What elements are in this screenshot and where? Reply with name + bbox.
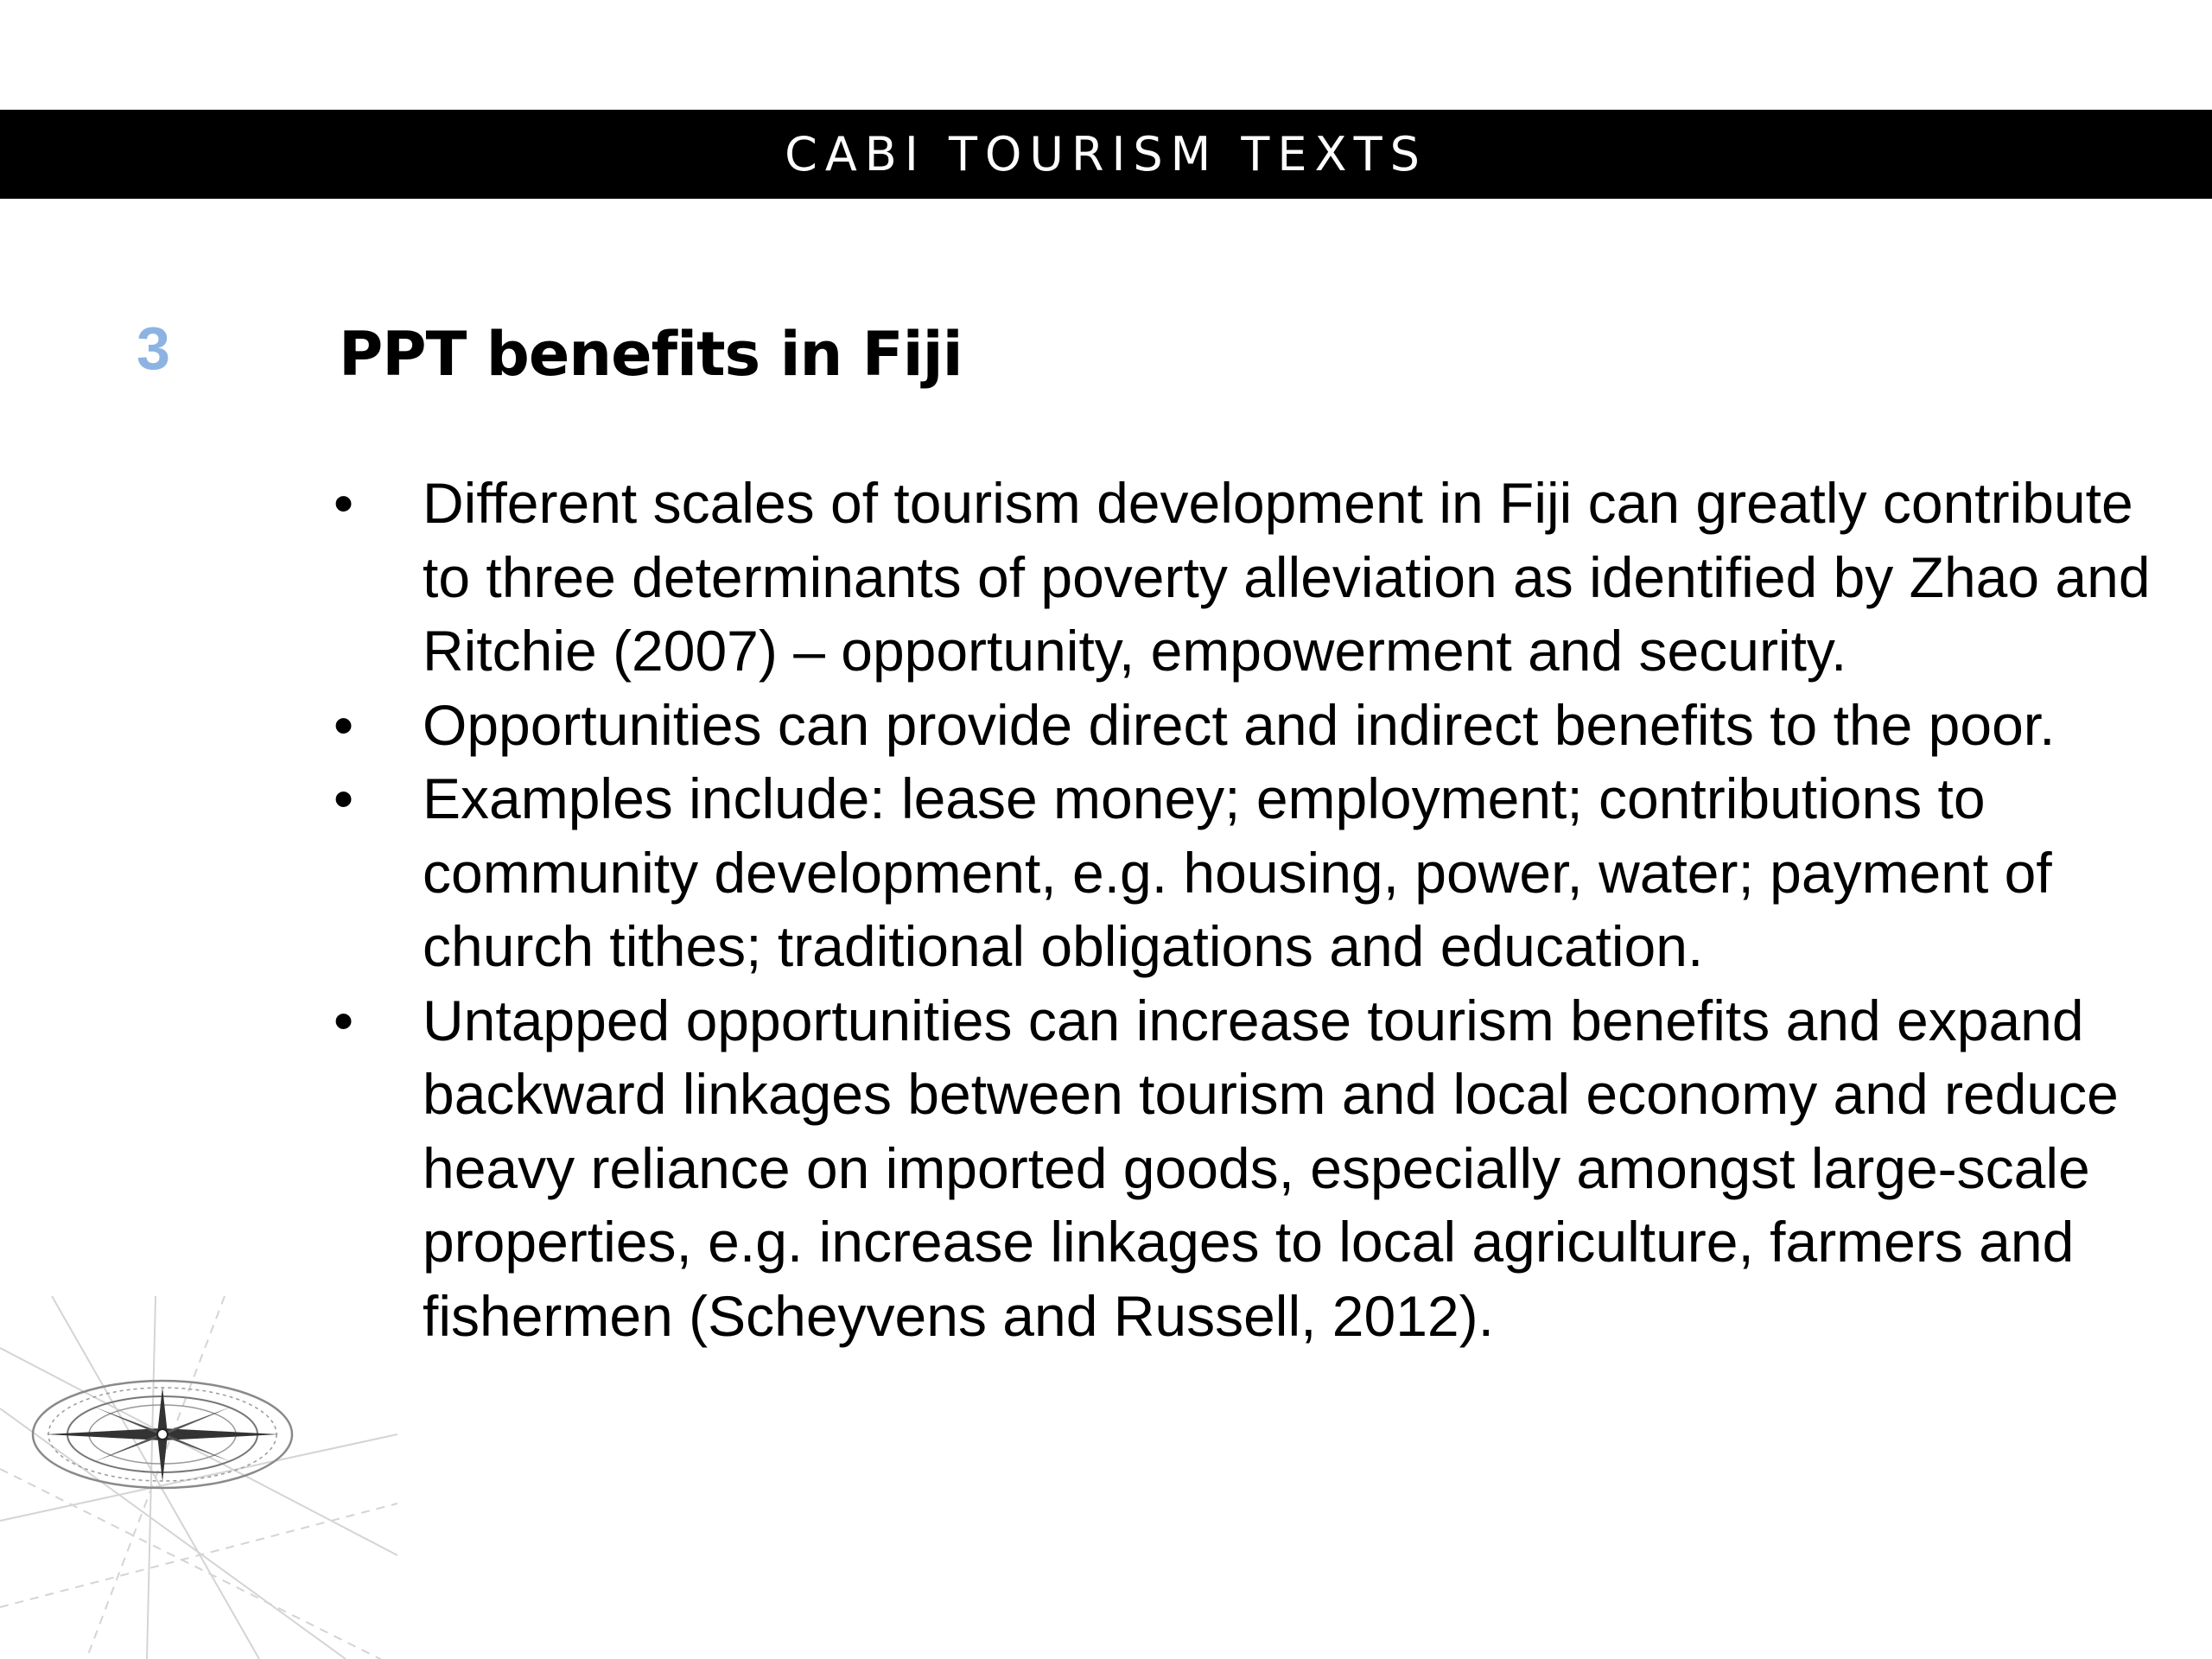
bullet-dot: •	[334, 692, 354, 757]
compass-rose-icon	[0, 1296, 397, 1659]
bullet-item	[334, 984, 2165, 1354]
bullet-item	[334, 689, 2165, 763]
bullet-text: Different scales of tourism development in Fiji can greatly contribute to three determinants of poverty alleviation as identified by Zhao and Ritchie (2007) – opportunity, empowerment and security.	[423, 471, 2151, 683]
bullet-list	[334, 467, 2165, 1353]
slide-number: 3	[137, 315, 170, 382]
header-band	[0, 110, 2212, 199]
bullet-text: Examples include: lease money; employment; contributions to community development, e.g. housing, power, water; payment of church tithes; traditional obligations and education.	[423, 766, 2052, 978]
bullet-item	[334, 762, 2165, 984]
bullet-dot: •	[334, 988, 354, 1052]
bullet-item	[334, 467, 2165, 689]
bullet-text: Opportunities can provide direct and indirect benefits to the poor.	[423, 692, 2056, 757]
bullet-dot: •	[334, 471, 354, 535]
slide-title: PPT benefits in Fiji	[339, 319, 963, 390]
bullet-text: Untapped opportunities can increase tourism benefits and expand backward linkages between tourism and local economy and reduce heavy reliance on imported goods, especially amongst large-scale properties, e.g. increase linkages to local agriculture, farmers and fishermen (Scheyvens and Russell, 2012).	[423, 988, 2119, 1348]
header-title: CABI TOURISM TEXTS	[785, 126, 1427, 181]
bullet-dot: •	[334, 766, 354, 830]
